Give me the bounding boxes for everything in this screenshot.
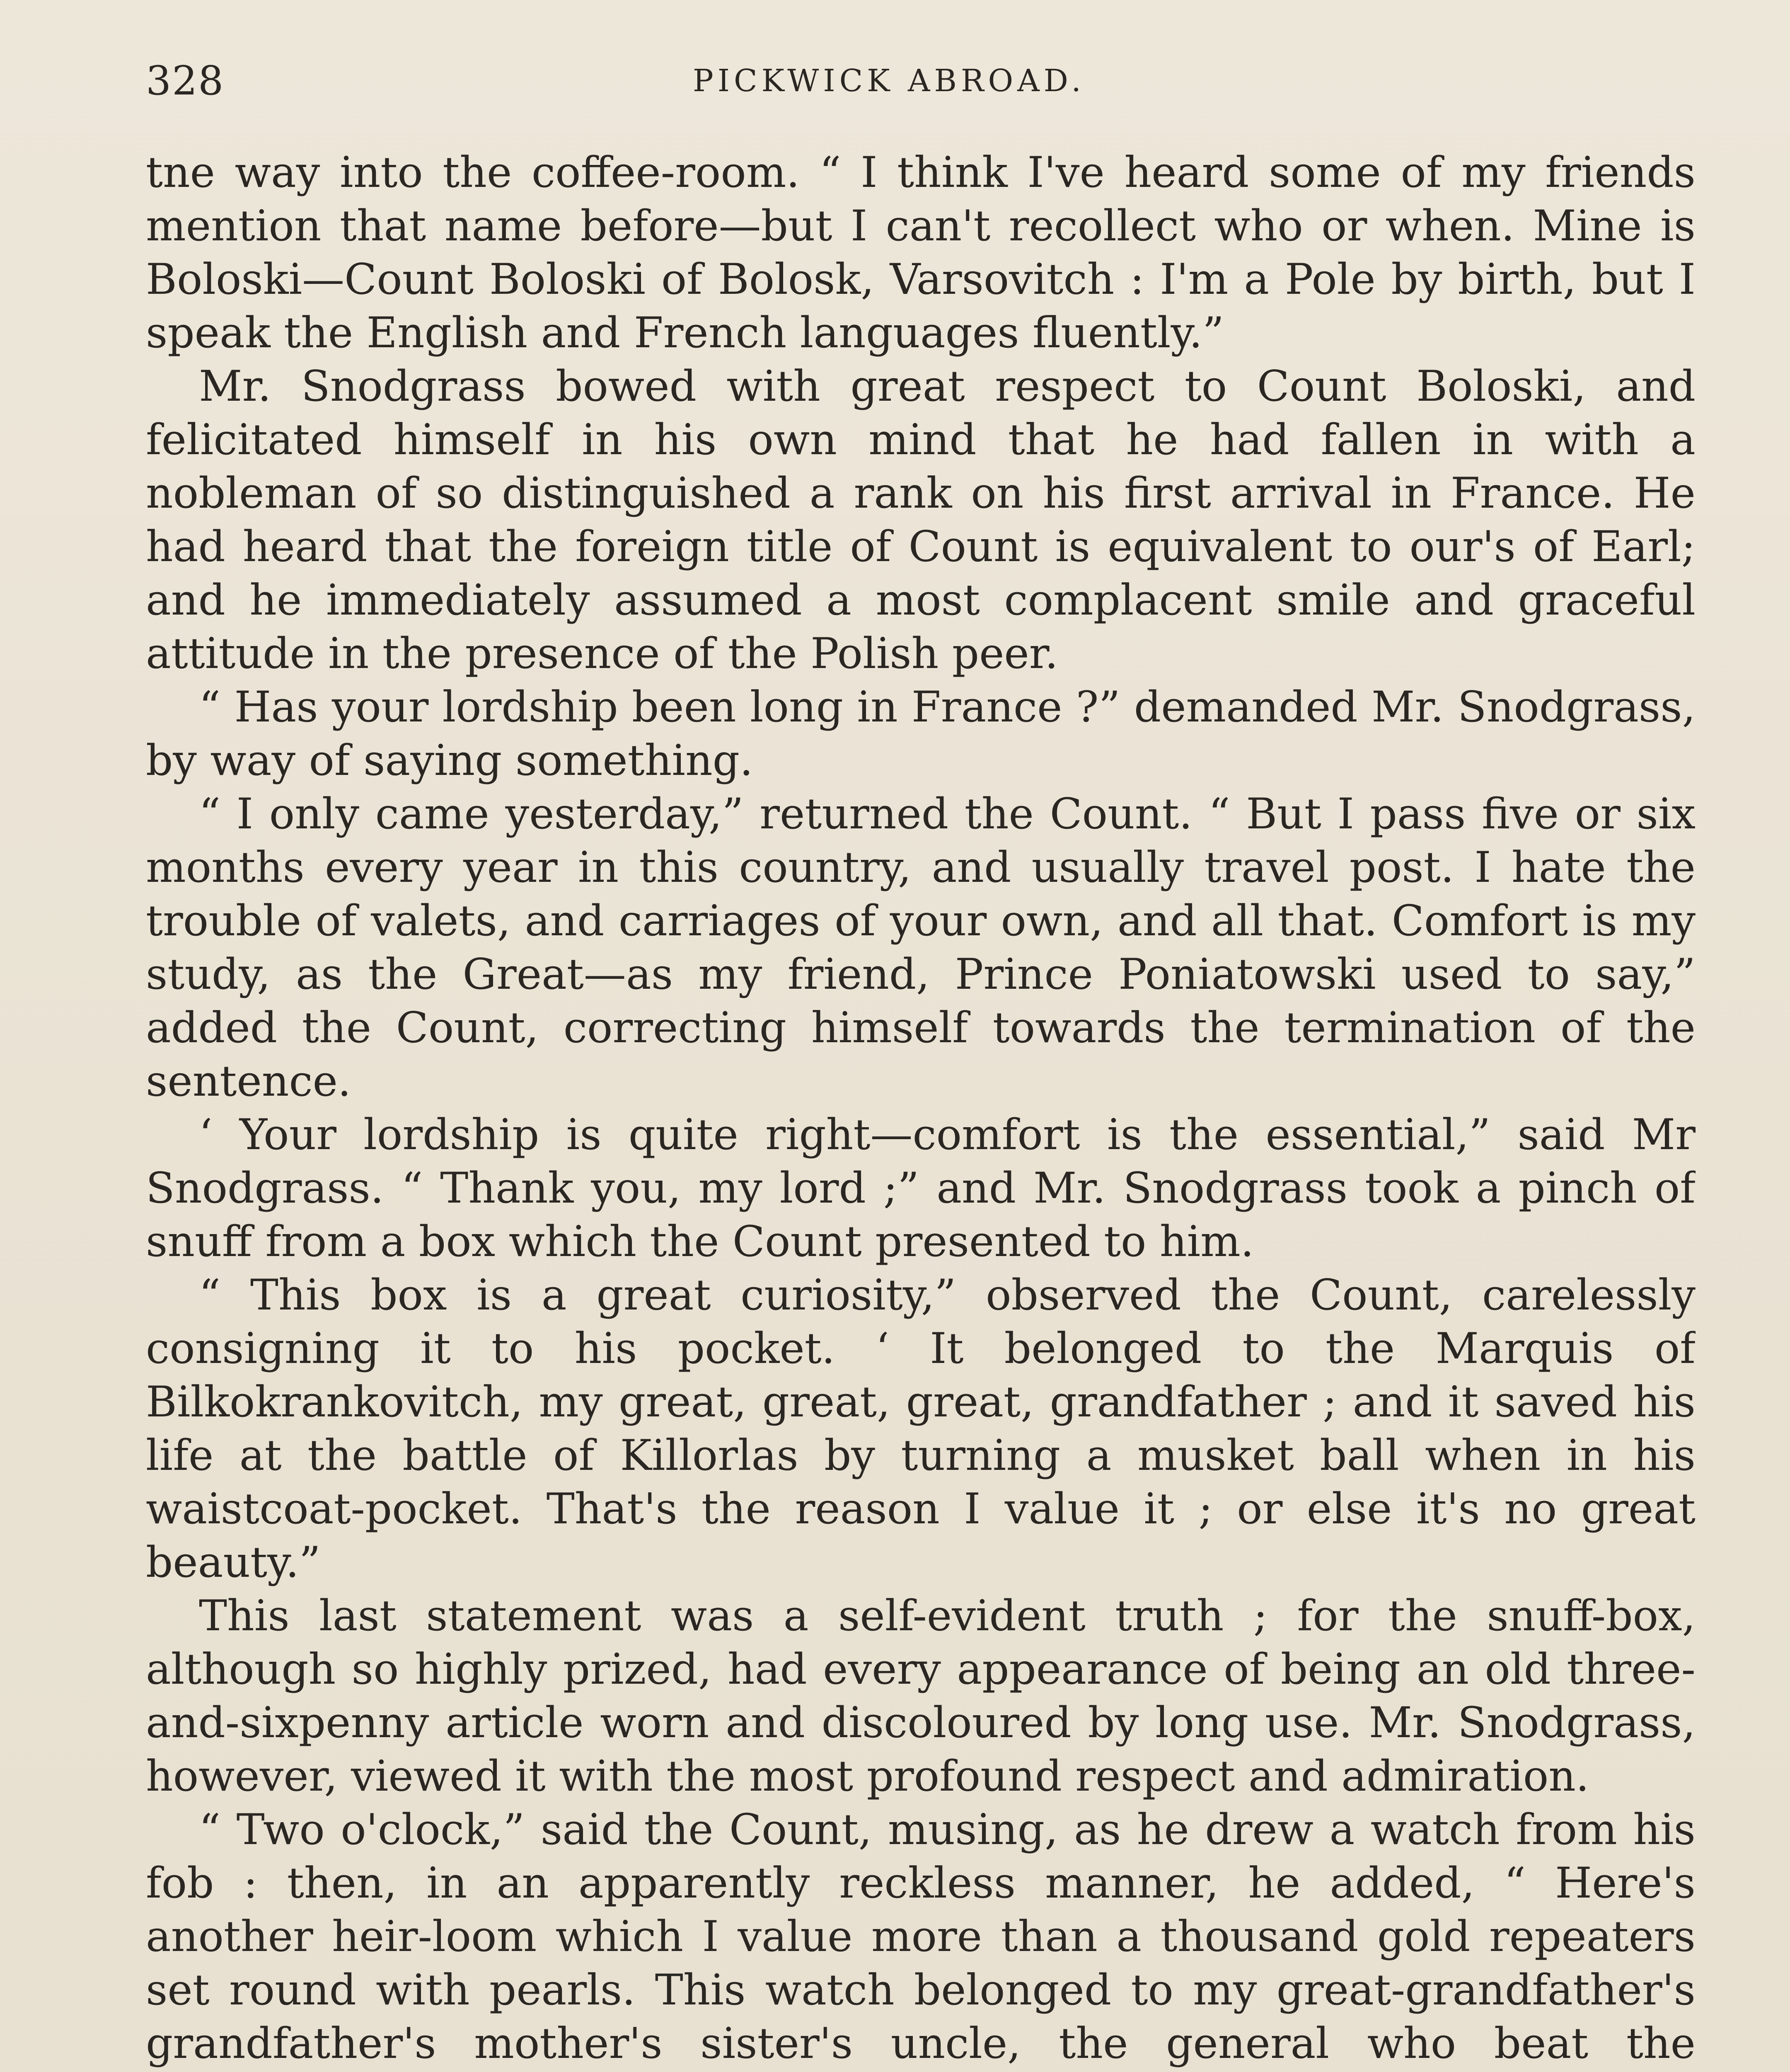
- paragraph: tne way into the coffee-room. “ I think I've heard some of my friends mention that name before—but I can't recollect who or when. Mine is Boloski—Count Boloski of Bolosk, Varsovitch : I'm a Pole by birth, but I speak the English and French languages fluently.”: [146, 148, 1696, 358]
- paragraph: “ Has your lordship been long in France ?” demanded Mr. Snodgrass, by way of saying something.: [146, 683, 1696, 785]
- running-title: PICKWICK ABROAD.: [693, 63, 1085, 99]
- paragraph: “ This box is a great curiosity,” observed the Count, carelessly consigning it to his pocket. ‘ It belonged to the Marquis of Bilkokrankovitch, my great, great, great, grandfather ; and it saved his life at the battle of Killorlas by turning a musket ball when in his waistcoat-pocket. That's the reason I value it ; or else it's no great beauty.”: [146, 1271, 1696, 1587]
- paragraph: “ Two o'clock,” said the Count, musing, as he drew a watch from his fob : then, in an apparently reckless manner, he added, “ Here's another heir-loom which I value more than a thousand gold repeaters set round with pearls. This watch belonged to my great-grandfather's grandfather's mother's sister's uncle, the general who beat the: [146, 1805, 1696, 2068]
- page-number: 328: [146, 58, 225, 104]
- page-header: [146, 54, 1696, 108]
- paragraph: “ I only came yesterday,” returned the Count. “ But I pass five or six months every year in this country, and usually travel post. I hate the trouble of valets, and carriages of your own, and all that. Comfort is my study, as the Great—as my friend, Prince Poniatowski used to say,” added the Count, correcting himself towards the termination of the sentence.: [146, 789, 1696, 1106]
- paragraph: Mr. Snodgrass bowed with great respect to Count Boloski, and felicitated himself in his own mind that he had fallen in with a nobleman of so distinguished a rank on his first arrival in France. He had heard that the foreign title of Count is equivalent to our's of Earl; and he immediately assumed a most complacent smile and graceful attitude in the presence of the Polish peer.: [146, 362, 1696, 678]
- paragraph: This last statement was a self-evident truth ; for the snuff-box, although so highly prized, had every appearance of being an old three-and-sixpenny article worn and discoloured by long use. Mr. Snodgrass, however, viewed it with the most profound respect and admiration.: [146, 1591, 1696, 1801]
- paragraph: ‘ Your lordship is quite right—comfort is the essential,” said Mr Snodgrass. “ Thank you, my lord ;” and Mr. Snodgrass took a pinch of snuff from a box which the Count presented to him.: [146, 1110, 1696, 1266]
- body-text: [146, 146, 1696, 2072]
